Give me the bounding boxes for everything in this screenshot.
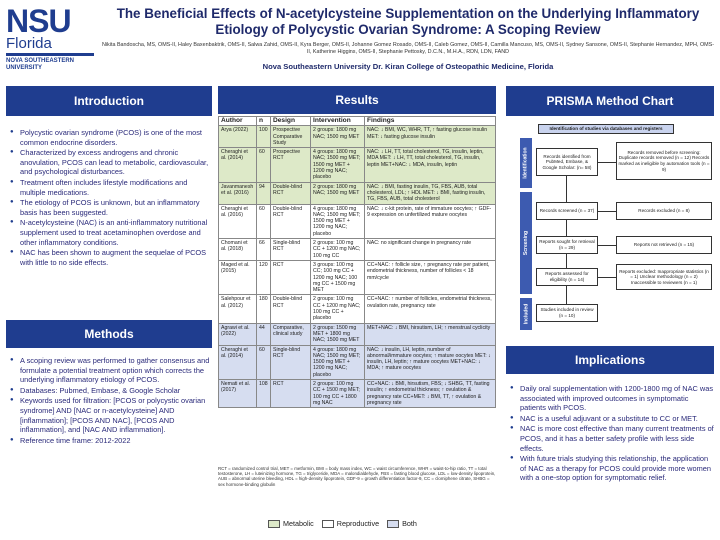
- table-footnote: RCT = randomized control trial, MET = metformin, BMI = body mass index, WC = waist circumference, WHR = waist-to-hip ratio, TT = total testosterone, LH = luteinizing hormone, TG = triglyceride, MDA = malondialdehyde, FBS = fasting blood glucose, LDL = low-density lipoprotein, AUB = abnormal uterine bleeding, HDL = high-density lipoprotein, GDF-9 = growth differentiation factor-9, CC = clomiphene citrate, SHBG = sex hormone-binding globulin: [218, 466, 496, 487]
- legend-swatch-metabolic: [268, 520, 280, 528]
- table-cell-findings: NAC: ↓ c-kit protein, rate of immature oocytes; ↑ GDF-9 expression on unfertilized mature oocytes: [365, 204, 496, 238]
- table-cell-design: Comparative, clinical study: [271, 323, 311, 345]
- table-cell-n: 180: [257, 295, 271, 323]
- connector: [566, 254, 567, 268]
- author-list: Nikita Bandoscha, MS, OMS-II, Haley Baxenbaktrik, OMS-II, Salwa Zahid, OMS-II, Kyra Berger, OMS-II, Johanne Gomez Rosado, OMS-II, Caleb Gomez, OMS-II, Camilla Mancuso, MS, OMS-II, Sydney Sansone, OMS-II, Stephanie Hernandez, MPH, OMS-II, Katherine Higgins, OMS-II, Stephanie Pettosky, D.C.N., M.H.A., RDN, LDN, FAND: [101, 42, 715, 55]
- table-row: [219, 345, 496, 379]
- prisma-included: Studies included in review (n = 10): [536, 304, 598, 322]
- table-cell-intervention: 2 groups: 100 mg CC + 1500 mg MET; 100 mg CC + 1800 mg NAC: [311, 379, 365, 407]
- table-cell-n: 60: [257, 148, 271, 182]
- section-header-introduction: Introduction: [6, 86, 212, 116]
- prisma-screened: Records screened (n = 37): [536, 202, 598, 220]
- prisma-chart: [506, 118, 714, 338]
- connector: [566, 220, 567, 236]
- logo-full-2: UNIVERSITY: [6, 65, 43, 71]
- prisma-removed: Records removed before screening: Duplicate records removed (n = 12) Records marked as ineligible by automation tools (n = 9): [616, 142, 712, 180]
- connector: [598, 162, 616, 163]
- list-item: ● Reference time frame: 2012-2022: [8, 436, 212, 446]
- column-header: Intervention: [311, 117, 365, 126]
- list-item: ● The etiology of PCOS is unknown, but an inflammatory basis has been suggested.: [8, 198, 210, 217]
- column-header: Author: [219, 117, 257, 126]
- table-cell-findings: NAC: ↓ insulin, LH, leptin, number of abnormal/immature oocytes; ↑ mature oocytes MET: ↓ insulin, LH, leptin; ↑ mature oocytes MET+NAC: ↓ MDA; ↑ mature oocytes: [365, 345, 496, 379]
- list-item: ● Polycystic ovarian syndrome (PCOS) is one of the most common endocrine disorders.: [8, 128, 210, 147]
- prisma-side-included: Included: [520, 298, 532, 330]
- poster-title: The Beneficial Effects of N-acetylcysteine Supplementation on the Underlying Inflammatory Etiology of Polycystic Ovarian Syndrome: A Scoping Review: [116, 6, 700, 37]
- table-cell-author: Cheraghi et al. (2014): [219, 345, 257, 379]
- list-item: ● Treatment often includes lifestyle modifications and multiple medications.: [8, 178, 210, 197]
- list-item: ● NAC is more cost effective than many current treatments of PCOS, and it has a better safety profile with less side effects.: [508, 424, 714, 453]
- legend-item: Metabolic: [268, 519, 314, 528]
- list-item: ● N-acetylcysteine (NAC) is an anti-inflammatory nutritional supplement used to treat acetaminophen overdose and other inflammatory conditions.: [8, 218, 210, 247]
- table-cell-author: Agrawi et al. (2022): [219, 323, 257, 345]
- section-header-results: Results: [218, 86, 496, 114]
- table-cell-author: Cheraghi et al. (2016): [219, 204, 257, 238]
- table-cell-design: RCT: [271, 379, 311, 407]
- table-row: [219, 182, 496, 204]
- prisma-side-screening: Screening: [520, 192, 532, 294]
- table-cell-intervention: 2 groups: 1500 mg MET + 1800 mg NAC; 1500 mg MET: [311, 323, 365, 345]
- legend-item: Both: [387, 519, 417, 528]
- results-table: [218, 116, 496, 408]
- logo-main: NSU: [6, 3, 71, 39]
- table-row: [219, 295, 496, 323]
- table-cell-design: Single-blind RCT: [271, 345, 311, 379]
- section-header-methods: Methods: [6, 320, 212, 348]
- table-cell-design: Prospective Comparative Study: [271, 126, 311, 148]
- table-row: [219, 239, 496, 261]
- table-row: [219, 260, 496, 294]
- table-row: [219, 148, 496, 182]
- table-cell-intervention: 4 groups: 1800 mg NAC; 1500 mg MET; 1500 mg MET + 1200 mg NAC; placebo: [311, 345, 365, 379]
- section-header-implications: Implications: [506, 346, 714, 374]
- table-row: [219, 379, 496, 407]
- prisma-top-box: Identification of studies via databases and registers: [538, 124, 674, 134]
- prisma-identified: Records identified from PubMed, Embase, & Google Scholar: (n= 58): [536, 148, 598, 176]
- methods-list: [8, 356, 212, 446]
- list-item: ● Characterized by excess androgens and chronic anovulation, PCOS can lead to metabolic, cardiovascular, and psychological disturbances.: [8, 148, 210, 177]
- table-cell-n: 60: [257, 345, 271, 379]
- nsu-logo: [6, 3, 94, 76]
- table-cell-n: 100: [257, 126, 271, 148]
- implications-list: [508, 384, 714, 484]
- table-legend: [268, 519, 458, 528]
- table-row: [219, 323, 496, 345]
- table-cell-author: Chomani et al. (2018): [219, 239, 257, 261]
- table-cell-author: Nemati et al. (2017): [219, 379, 257, 407]
- connector: [598, 245, 616, 246]
- table-cell-findings: NAC: no significant change in pregnancy rate: [365, 239, 496, 261]
- table-cell-author: Cheraghi et al. (2014): [219, 148, 257, 182]
- table-cell-n: 66: [257, 239, 271, 261]
- list-item: ● Daily oral supplementation with 1200-1800 mg of NAC was associated with improved outcomes in symptomatic patients with PCOS.: [508, 384, 714, 413]
- table-row: [219, 204, 496, 238]
- section-header-prisma: PRISMA Method Chart: [506, 86, 714, 116]
- prisma-excluded: Records excluded (n = 8): [616, 202, 712, 220]
- table-cell-n: 60: [257, 204, 271, 238]
- table-cell-intervention: 3 groups: 100 mg CC; 100 mg CC + 1200 mg NAC; 100 mg CC + 1500 mg MET: [311, 260, 365, 294]
- table-cell-intervention: 2 groups: 100 mg CC + 1200 mg NAC; 100 mg CC: [311, 239, 365, 261]
- table-cell-design: Prospective RCT: [271, 148, 311, 182]
- table-cell-findings: MET+NAC: ↓ BMI, hirsutism, LH; ↑ menstrual cyclicity: [365, 323, 496, 345]
- logo-divider: [6, 53, 94, 56]
- connector: [598, 211, 616, 212]
- list-item: ● NAC has been shown to augment the sequelae of PCOS with little to no side effects.: [8, 248, 210, 267]
- table-cell-n: 120: [257, 260, 271, 294]
- table-cell-author: Javanmanesh et al. (2016): [219, 182, 257, 204]
- table-cell-n: 94: [257, 182, 271, 204]
- connector: [598, 277, 616, 278]
- introduction-list: [8, 128, 210, 268]
- table-cell-author: Arya (2022): [219, 126, 257, 148]
- list-item: ● Databases: Pubmed, Embase, & Google Scholar: [8, 386, 212, 396]
- prisma-not-retrieved: Reports not retrieved (n = 15): [616, 236, 712, 254]
- table-cell-intervention: 2 groups: 100 mg CC + 1200 mg NAC; 100 mg CC + placebo: [311, 295, 365, 323]
- table-row: [219, 126, 496, 148]
- column-header: n: [257, 117, 271, 126]
- table-cell-findings: NAC: ↓ LH, TT, total cholesterol, TG, insulin, leptin, MDA MET: ↓ LH, TT, total cholesterol, TG, insulin, leptin MET+NAC: ↓ MDA, insulin, leptin: [365, 148, 496, 182]
- table-cell-intervention: 4 groups: 1800 mg NAC; 1500 mg MET; 1500 mg MET + 1200 mg NAC; placebo: [311, 204, 365, 238]
- table-cell-design: Double-blind RCT: [271, 204, 311, 238]
- table-cell-findings: CC+NAC: ↑ follicle size, ↑ pregnancy rate per patient, endometrial thickness, number of follicles < 18 mm/cycle: [365, 260, 496, 294]
- list-item: ● A scoping review was performed to gather consensus and formulate a potential treatment option which corrects the underlying inflammatory etiology of PCOS.: [8, 356, 212, 385]
- table-cell-findings: CC+NAC: ↑ number of follicles, endometrial thickness, ovulation rate, pregnancy rate: [365, 295, 496, 323]
- table-cell-author: Maged et al. (2015): [219, 260, 257, 294]
- prisma-assessed: Reports assessed for eligibility (n = 14): [536, 268, 598, 286]
- institution: Nova Southeastern University Dr. Kiran College of Osteopathic Medicine, Florida: [262, 62, 554, 71]
- table-cell-findings: NAC: ↓ BMI, WC, WHR, TT, ↑ fasting glucose insulin MET: ↓ fasting glucose insulin: [365, 126, 496, 148]
- table-cell-findings: CC+NAC: ↓ BMI, hirsutism, FBS; ↓ SHBG, TT, fasting insulin; ↑ endometrial thickness; ↑ ovulation & pregnancy rate CC+MET: ↓ BMI, TT, ↑ ovulation & pregnancy rate: [365, 379, 496, 407]
- table-cell-author: Salehpour et al. (2012): [219, 295, 257, 323]
- list-item: ● Keywords used for filtration: [PCOS or polycystic ovarian syndrome] AND [NAC or n-acetylcysteine] AND [inflammation]; [PCOS AND NAC], [PCOS AND inflammation], and [NAC AND inflammation].: [8, 396, 212, 434]
- table-cell-findings: NAC: ↓ BMI, fasting insulin, TG, FBS, AUB, total cholesterol, LDL; ↑ HDL MET: ↓ BMI, fasting insulin, TG, FBS, AUB, total cholesterol: [365, 182, 496, 204]
- prisma-side-identification: Identification: [520, 138, 532, 188]
- table-cell-intervention: 4 groups: 1800 mg NAC; 1500 mg MET; 1500 mg MET + 1200 mg NAC; placebo: [311, 148, 365, 182]
- table-cell-intervention: 2 groups: 1800 mg NAC; 1500 mg MET: [311, 126, 365, 148]
- logo-sub: Florida: [6, 35, 52, 52]
- table-cell-design: RCT: [271, 260, 311, 294]
- legend-swatch-reproductive: [322, 520, 334, 528]
- legend-swatch-both: [387, 520, 399, 528]
- list-item: ● With future trials studying this relationship, the application of NAC as a therapy for PCOS could provide more women with a one-stop option for symptomatic relief.: [508, 454, 714, 483]
- table-cell-n: 44: [257, 323, 271, 345]
- logo-full-1: NOVA SOUTHEASTERN: [6, 58, 75, 64]
- table-cell-n: 108: [257, 379, 271, 407]
- results-table-wrapper: [218, 116, 496, 408]
- table-cell-design: Single-blind RCT: [271, 239, 311, 261]
- connector: [566, 286, 567, 304]
- list-item: ● NAC is a useful adjuvant or a substitute to CC or MET.: [508, 414, 714, 424]
- legend-item: Reproductive: [322, 519, 379, 528]
- column-header: Findings: [365, 117, 496, 126]
- connector: [566, 176, 567, 202]
- table-header-row: [219, 117, 496, 126]
- table-cell-intervention: 2 groups: 1800 mg NAC; 1500 mg MET: [311, 182, 365, 204]
- column-header: Design: [271, 117, 311, 126]
- prisma-reports-excluded: Reports excluded: Inappropriate statistics (n = 1) Unclear methodology (n = 2) Inaccessible to reviewers (n = 1): [616, 264, 712, 290]
- prisma-sought: Reports sought for retrieval (n = 29): [536, 236, 598, 254]
- table-cell-design: Double-blind RCT: [271, 295, 311, 323]
- table-cell-design: Double-blind RCT: [271, 182, 311, 204]
